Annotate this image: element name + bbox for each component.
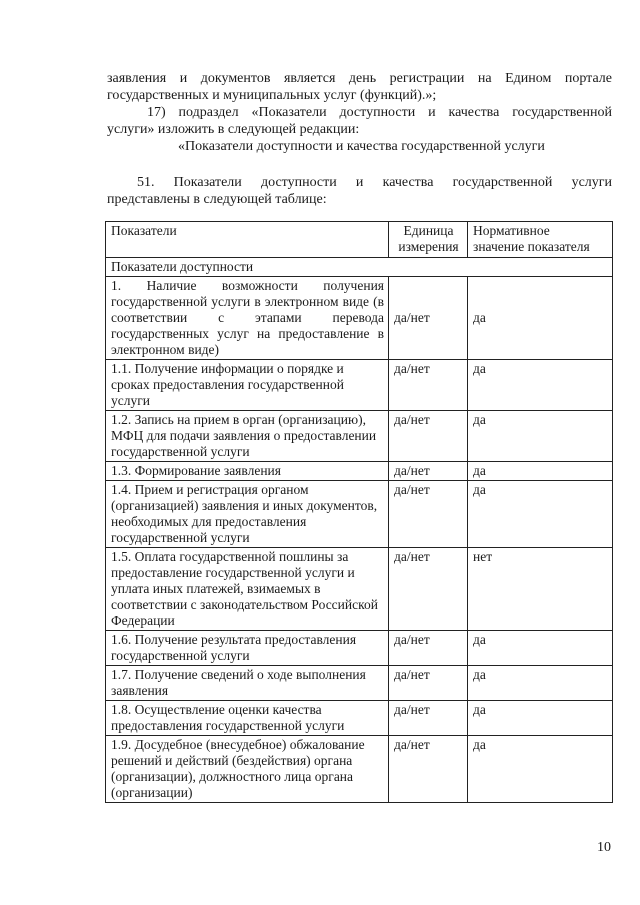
page-number: 10 (597, 840, 611, 855)
table-section-row (106, 258, 613, 277)
value-cell: да (468, 411, 613, 462)
indicator-cell: 1. Наличие возможности получения государственной услуги в электронном виде (в соответствии с этапами перевода государственных услуг на предоставление в электронном виде) (106, 277, 389, 360)
section-title: «Показатели доступности и качества государственной услуги (178, 139, 545, 154)
indicator-cell: 1.8. Осуществление оценки качества предоставления государственной услуги (106, 701, 389, 736)
unit-cell: да/нет (389, 631, 468, 666)
table-header-row (106, 222, 613, 258)
value-cell: да (468, 666, 613, 701)
table-row (106, 411, 613, 462)
header-unit: Единица измерения (389, 222, 468, 258)
value-cell: да (468, 481, 613, 548)
unit-cell: да/нет (389, 701, 468, 736)
unit-cell: да/нет (389, 736, 468, 803)
indicator-cell: 1.1. Получение информации о порядке и сроках предоставления государственной услуги (106, 360, 389, 411)
value-cell: да (468, 701, 613, 736)
unit-cell: да/нет (389, 462, 468, 481)
paragraph-51-line-2: представлены в следующей таблице: (107, 192, 327, 207)
unit-cell: да/нет (389, 481, 468, 548)
header-indicators: Показатели (106, 222, 389, 258)
value-cell: нет (468, 548, 613, 631)
table-row (106, 548, 613, 631)
indicators-table (105, 221, 613, 803)
intro-line-1: заявления и документов является день регистрации на Едином портале (107, 71, 612, 86)
unit-cell: да/нет (389, 666, 468, 701)
indicator-cell: 1.5. Оплата государственной пошлины за предоставление государственной услуги и уплата иных платежей, взимаемых в соответствии с законодательством Российской Федерации (106, 548, 389, 631)
header-norm-value: Нормативное значение показателя (468, 222, 613, 258)
value-cell: да (468, 631, 613, 666)
value-cell: да (468, 462, 613, 481)
intro-line-2: государственных и муниципальных услуг (функций).»; (107, 88, 437, 103)
unit-cell: да/нет (389, 277, 468, 360)
table-row (106, 736, 613, 803)
table-row (106, 360, 613, 411)
indicator-cell: 1.4. Прием и регистрация органом (организацией) заявления и иных документов, необходимых для предоставления государственной услуги (106, 481, 389, 548)
table-row (106, 481, 613, 548)
indicator-cell: 1.2. Запись на прием в орган (организацию), МФЦ для подачи заявления о предоставлении государственной услуги (106, 411, 389, 462)
indicator-cell: 1.7. Получение сведений о ходе выполнения заявления (106, 666, 389, 701)
table-row (106, 666, 613, 701)
table-row (106, 462, 613, 481)
indicator-cell: 1.6. Получение результата предоставления государственной услуги (106, 631, 389, 666)
item-17-line-2: услуги» изложить в следующей редакции: (107, 122, 360, 137)
unit-cell: да/нет (389, 548, 468, 631)
unit-cell: да/нет (389, 360, 468, 411)
value-cell: да (468, 736, 613, 803)
table-row (106, 277, 613, 360)
item-17-line-1: 17) подраздел «Показатели доступности и качества государственной (147, 105, 612, 120)
indicator-cell: 1.3. Формирование заявления (106, 462, 389, 481)
unit-cell: да/нет (389, 411, 468, 462)
table-row (106, 701, 613, 736)
paragraph-51-line-1: 51. Показатели доступности и качества государственной услуги (137, 175, 612, 190)
table-row (106, 631, 613, 666)
value-cell: да (468, 360, 613, 411)
section-availability: Показатели доступности (106, 258, 613, 277)
value-cell: да (468, 277, 613, 360)
indicator-cell: 1.9. Досудебное (внесудебное) обжалование решений и действий (бездействия) органа (организации), должностного лица органа (организации) (106, 736, 389, 803)
